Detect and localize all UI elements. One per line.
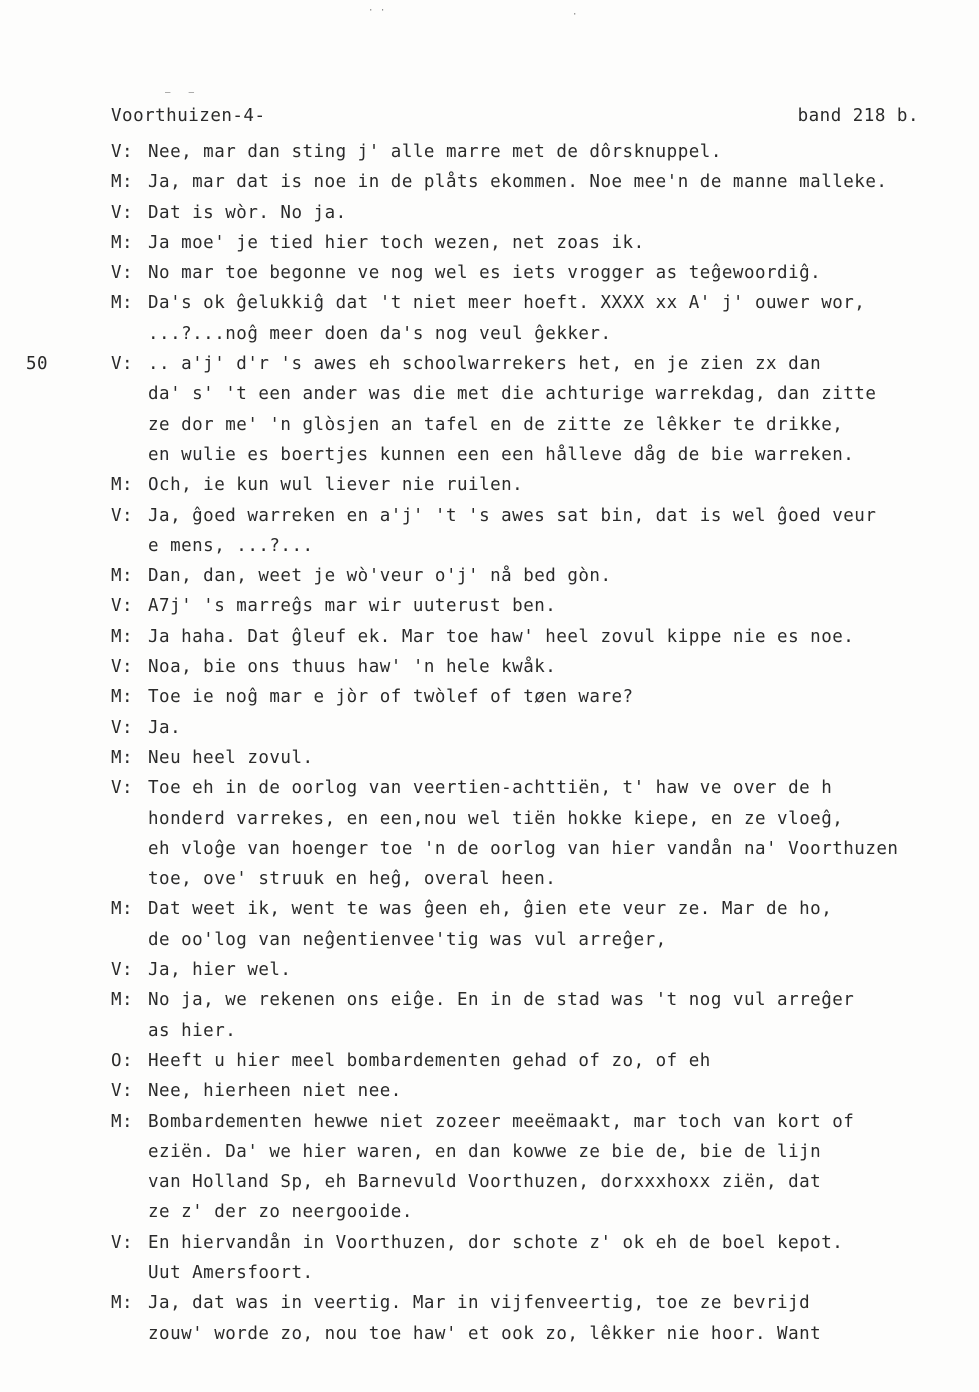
utterance-line: Toe eh in de oorlog van veertien-achttiën, t' haw ve over de h (148, 778, 833, 799)
dialogue-turn (111, 713, 973, 743)
utterance-line: Ja. (148, 717, 182, 738)
utterance-line: Toe ie noĝ mar e jòr of twòlef of tøen ware? (148, 687, 634, 708)
dialogue-turn (111, 652, 973, 682)
utterance-line: ze dor me' 'n glòsjen an tafel en de zitte ze lêkker te drikke, (148, 414, 844, 435)
speaker-label: M: (111, 990, 134, 1011)
scan-speck: — — (165, 88, 195, 98)
page-header (111, 106, 919, 132)
speaker-label: V: (111, 657, 134, 678)
utterance-line: Ja moe' je tied hier toch wezen, net zoas ik. (148, 232, 645, 253)
utterance (148, 894, 973, 955)
utterance-line: No ja, we rekenen ons eiĝe. En in de stad was 't nog vul arreĝer (148, 990, 855, 1011)
dialogue-turn (111, 288, 973, 349)
dialogue-turn (111, 773, 973, 894)
dialogue-turn (111, 349, 973, 470)
speaker-label: M: (111, 687, 134, 708)
utterance (148, 1228, 973, 1289)
dialogue-turn (111, 228, 973, 258)
dialogue-turn (111, 1076, 973, 1106)
utterance (148, 167, 973, 197)
utterance-line: Uut Amersfoort. (148, 1262, 314, 1283)
dialogue-turn (111, 1228, 973, 1289)
dialogue-turn (111, 955, 973, 985)
dialogue-turn (111, 167, 973, 197)
dialogue-turn (111, 682, 973, 712)
speaker-label: M: (111, 293, 134, 314)
utterance (148, 955, 973, 985)
speaker-label: V: (111, 142, 134, 162)
utterance (148, 198, 973, 228)
speaker-label: V: (111, 1232, 134, 1253)
speaker-label: M: (111, 626, 134, 647)
utterance-line: .. a'j' d'r 's awes eh schoolwarrekers het, en je zien zx dan (148, 354, 822, 375)
utterance (148, 1046, 973, 1076)
speaker-label: V: (111, 778, 134, 799)
speaker-label: V: (111, 354, 134, 375)
utterance (148, 258, 973, 288)
dialogue-turn (111, 470, 973, 500)
speaker-label: M: (111, 899, 134, 920)
utterance-line: Heeft u hier meel bombardementen gehad of zo, of eh (148, 1050, 711, 1071)
utterance (148, 349, 973, 470)
header-title: Voorthuizen-4- (111, 106, 266, 126)
speaker-label: M: (111, 1293, 134, 1314)
speaker-label: M: (111, 1111, 134, 1132)
utterance (148, 773, 973, 894)
speaker-label: M: (111, 475, 134, 496)
dialogue-turn (111, 258, 973, 288)
utterance-line: Nee, hierheen niet nee. (148, 1081, 402, 1102)
utterance-line: Dat weet ik, went te was ĝeen eh, ĝien ete veur ze. Mar de ho, (148, 899, 833, 920)
speaker-label: V: (111, 960, 134, 981)
utterance (148, 137, 973, 167)
dialogue-turn (111, 561, 973, 591)
utterance (148, 1288, 973, 1349)
speaker-label: V: (111, 1081, 134, 1102)
transcript (111, 137, 973, 1349)
dialogue-turn (111, 137, 973, 167)
utterance (148, 1076, 973, 1106)
dialogue-turn (111, 591, 973, 621)
utterance-line: Neu heel zovul. (148, 747, 314, 768)
utterance-line: No mar toe begonne ve nog wel es iets vrogger as teĝewoordiĝ. (148, 263, 822, 284)
utterance-line: A7j' 's marreĝs mar wir uuterust ben. (148, 596, 557, 617)
utterance (148, 1107, 973, 1228)
scan-speck: · (572, 10, 578, 20)
utterance-line: zouw' worde zo, nou toe haw' et ook zo, lêkker nie hoor. Want (148, 1323, 822, 1344)
dialogue-turn (111, 743, 973, 773)
utterance-line: van Holland Sp, eh Barnevuld Voorthuzen, dorxxxhoxx ziën, dat (148, 1172, 822, 1193)
utterance-line: de oo'log van neĝentienvee'tig was vul arreĝer, (148, 929, 667, 950)
speaker-label: M: (111, 172, 134, 193)
utterance-line: Bombardementen hewwe niet zozeer meeëmaakt, mar toch van kort of (148, 1111, 855, 1132)
utterance-line: Dan, dan, weet je wò'veur o'j' nå bed gòn. (148, 566, 612, 587)
utterance-line: honderd varrekes, en een,nou wel tiën hokke kiepe, en ze vloeĝ, (148, 808, 844, 829)
utterance-line: ze z' der zo neergooide. (148, 1202, 413, 1223)
dialogue-turn (111, 622, 973, 652)
dialogue-turn (111, 894, 973, 955)
margin-line-number: 50 (26, 354, 49, 374)
speaker-label: V: (111, 263, 134, 284)
utterance (148, 591, 973, 621)
speaker-label: M: (111, 232, 134, 253)
speaker-label: V: (111, 505, 134, 526)
utterance-line: Nee, mar dan sting j' alle marre met de dôrsknuppel. (148, 142, 722, 162)
scan-speck: · · (368, 6, 386, 16)
dialogue-turn (111, 198, 973, 228)
utterance (148, 561, 973, 591)
utterance-line: as hier. (148, 1020, 237, 1041)
utterance-line: Noa, bie ons thuus haw' 'n hele kwåk. (148, 657, 557, 678)
utterance-line: ...?...noĝ meer doen da's nog veul ĝekker. (148, 323, 612, 344)
speaker-label: M: (111, 747, 134, 768)
utterance-line: eziën. Da' we hier waren, en dan kowwe ze bie de, bie de lijn (148, 1141, 822, 1162)
tape-reference: band 218 b. (797, 106, 919, 126)
speaker-label: V: (111, 596, 134, 617)
utterance-line: Da's ok ĝelukkiĝ dat 't niet meer hoeft. XXXX xx A' j' ouwer wor, (148, 293, 866, 314)
utterance-line: e mens, ...?... (148, 535, 314, 556)
utterance-line: Ja, ĝoed warreken en a'j' 't 's awes sat bin, dat is wel ĝoed veur (148, 505, 877, 526)
utterance (148, 985, 973, 1046)
utterance (148, 288, 973, 349)
speaker-label: O: (111, 1050, 134, 1071)
speaker-label: V: (111, 202, 134, 223)
dialogue-turn (111, 501, 973, 562)
utterance (148, 652, 973, 682)
utterance-line: toe, ove' struuk en heĝ, overal heen. (148, 869, 557, 890)
utterance (148, 713, 973, 743)
utterance (148, 470, 973, 500)
utterance (148, 622, 973, 652)
utterance (148, 501, 973, 562)
utterance-line: Och, ie kun wul liever nie ruilen. (148, 475, 524, 496)
utterance (148, 228, 973, 258)
dialogue-turn (111, 985, 973, 1046)
utterance-line: Ja haha. Dat ĝleuf ek. Mar toe haw' heel zovul kippe nie es noe. (148, 626, 855, 647)
utterance-line: Ja, dat was in veertig. Mar in vijfenveertig, toe ze bevrijd (148, 1293, 811, 1314)
utterance (148, 743, 973, 773)
speaker-label: V: (111, 717, 134, 738)
dialogue-turn (111, 1288, 973, 1349)
utterance-line: Dat is wòr. No ja. (148, 202, 347, 223)
utterance-line: da' s' 't een ander was die met die achturige warrekdag, dan zitte (148, 384, 877, 405)
utterance (148, 682, 973, 712)
utterance-line: en wulie es boertjes kunnen een een hålleve dåg de bie warreken. (148, 444, 855, 465)
dialogue-turn (111, 1046, 973, 1076)
dialogue-turn (111, 1107, 973, 1228)
speaker-label: M: (111, 566, 134, 587)
utterance-line: En hiervandån in Voorthuzen, dor schote z' ok eh de boel kepot. (148, 1232, 844, 1253)
utterance-line: eh vloĝe van hoenger toe 'n de oorlog van hier vandån na' Voorthuzen (148, 838, 899, 859)
utterance-line: Ja, hier wel. (148, 960, 292, 981)
utterance-line: Ja, mar dat is noe in de plåts ekommen. Noe mee'n de manne malleke. (148, 172, 888, 193)
